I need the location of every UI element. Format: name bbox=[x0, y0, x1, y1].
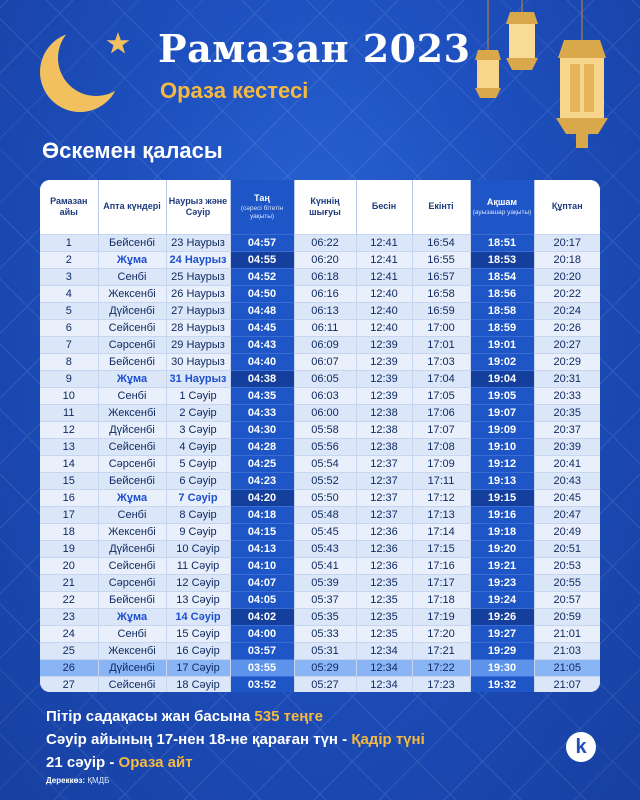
cell-suhoor: 04:45 bbox=[230, 320, 294, 337]
cell-weekday: Жексенбі bbox=[98, 524, 166, 541]
cell-ramadan-day: 27 bbox=[40, 677, 98, 693]
cell-isha: 21:05 bbox=[534, 660, 600, 677]
cell-suhoor: 04:05 bbox=[230, 592, 294, 609]
cell-suhoor: 04:25 bbox=[230, 456, 294, 473]
cell-asr: 17:23 bbox=[412, 677, 470, 693]
schedule-table bbox=[40, 180, 600, 692]
fitr-charity-line: Пітір садақасы жан басына 535 теңге bbox=[46, 708, 323, 725]
cell-isha: 20:24 bbox=[534, 303, 600, 320]
cell-weekday: Жұма bbox=[98, 609, 166, 626]
table-row bbox=[40, 626, 600, 643]
cell-dhuhr: 12:35 bbox=[356, 575, 412, 592]
table-body bbox=[40, 235, 600, 693]
cell-weekday: Бейсенбі bbox=[98, 235, 166, 252]
cell-isha: 20:43 bbox=[534, 473, 600, 490]
cell-iftar: 19:29 bbox=[470, 643, 534, 660]
cell-iftar: 19:20 bbox=[470, 541, 534, 558]
cell-asr: 17:20 bbox=[412, 626, 470, 643]
cell-asr: 17:00 bbox=[412, 320, 470, 337]
page-subtitle: Ораза кестесі bbox=[160, 78, 309, 103]
cell-sunrise: 06:20 bbox=[294, 252, 356, 269]
cell-ramadan-day: 6 bbox=[40, 320, 98, 337]
cell-dhuhr: 12:40 bbox=[356, 286, 412, 303]
cell-sunrise: 05:52 bbox=[294, 473, 356, 490]
cell-asr: 16:55 bbox=[412, 252, 470, 269]
source-note: Дереккөз: ҚМДБ bbox=[46, 776, 110, 785]
cell-sunrise: 05:56 bbox=[294, 439, 356, 456]
cell-date: 11 Сәуір bbox=[166, 558, 230, 575]
cell-dhuhr: 12:37 bbox=[356, 473, 412, 490]
table-row bbox=[40, 337, 600, 354]
cell-asr: 17:08 bbox=[412, 439, 470, 456]
cell-ramadan-day: 18 bbox=[40, 524, 98, 541]
table-row bbox=[40, 422, 600, 439]
crescent-moon-icon bbox=[34, 22, 134, 122]
cell-ramadan-day: 22 bbox=[40, 592, 98, 609]
cell-asr: 17:07 bbox=[412, 422, 470, 439]
cell-date: 28 Наурыз bbox=[166, 320, 230, 337]
cell-dhuhr: 12:36 bbox=[356, 558, 412, 575]
cell-dhuhr: 12:41 bbox=[356, 269, 412, 286]
cell-isha: 21:03 bbox=[534, 643, 600, 660]
cell-sunrise: 06:00 bbox=[294, 405, 356, 422]
cell-sunrise: 05:41 bbox=[294, 558, 356, 575]
cell-suhoor: 04:50 bbox=[230, 286, 294, 303]
cell-ramadan-day: 1 bbox=[40, 235, 98, 252]
cell-asr: 17:21 bbox=[412, 643, 470, 660]
cell-dhuhr: 12:40 bbox=[356, 320, 412, 337]
cell-dhuhr: 12:40 bbox=[356, 303, 412, 320]
cell-date: 15 Сәуір bbox=[166, 626, 230, 643]
cell-date: 4 Сәуір bbox=[166, 439, 230, 456]
cell-date: 29 Наурыз bbox=[166, 337, 230, 354]
cell-iftar: 19:21 bbox=[470, 558, 534, 575]
cell-weekday: Сәрсенбі bbox=[98, 575, 166, 592]
cell-asr: 17:09 bbox=[412, 456, 470, 473]
cell-date: 31 Наурыз bbox=[166, 371, 230, 388]
cell-isha: 20:45 bbox=[534, 490, 600, 507]
table-row bbox=[40, 524, 600, 541]
table-row bbox=[40, 677, 600, 693]
cell-dhuhr: 12:39 bbox=[356, 354, 412, 371]
cell-iftar: 19:23 bbox=[470, 575, 534, 592]
cell-sunrise: 05:48 bbox=[294, 507, 356, 524]
cell-iftar: 19:24 bbox=[470, 592, 534, 609]
cell-weekday: Сенбі bbox=[98, 626, 166, 643]
cell-date: 12 Сәуір bbox=[166, 575, 230, 592]
cell-iftar: 19:12 bbox=[470, 456, 534, 473]
header-dhuhr: Бесін bbox=[356, 180, 412, 235]
cell-iftar: 19:30 bbox=[470, 660, 534, 677]
cell-isha: 20:31 bbox=[534, 371, 600, 388]
cell-date: 5 Сәуір bbox=[166, 456, 230, 473]
cell-dhuhr: 12:41 bbox=[356, 235, 412, 252]
table-header-row bbox=[40, 180, 600, 235]
cell-dhuhr: 12:35 bbox=[356, 626, 412, 643]
cell-weekday: Сенбі bbox=[98, 269, 166, 286]
cell-asr: 16:54 bbox=[412, 235, 470, 252]
cell-weekday: Сәрсенбі bbox=[98, 337, 166, 354]
cell-dhuhr: 12:34 bbox=[356, 643, 412, 660]
cell-isha: 20:26 bbox=[534, 320, 600, 337]
cell-weekday: Сейсенбі bbox=[98, 558, 166, 575]
cell-asr: 16:58 bbox=[412, 286, 470, 303]
cell-sunrise: 06:22 bbox=[294, 235, 356, 252]
cell-sunrise: 06:07 bbox=[294, 354, 356, 371]
cell-iftar: 19:27 bbox=[470, 626, 534, 643]
cell-asr: 17:15 bbox=[412, 541, 470, 558]
cell-suhoor: 03:52 bbox=[230, 677, 294, 693]
table-row bbox=[40, 473, 600, 490]
cell-dhuhr: 12:39 bbox=[356, 371, 412, 388]
table-row bbox=[40, 456, 600, 473]
cell-ramadan-day: 9 bbox=[40, 371, 98, 388]
cell-weekday: Жексенбі bbox=[98, 286, 166, 303]
cell-dhuhr: 12:38 bbox=[356, 405, 412, 422]
cell-dhuhr: 12:37 bbox=[356, 507, 412, 524]
cell-isha: 20:49 bbox=[534, 524, 600, 541]
cell-isha: 20:55 bbox=[534, 575, 600, 592]
cell-isha: 20:41 bbox=[534, 456, 600, 473]
table-row bbox=[40, 269, 600, 286]
cell-isha: 20:59 bbox=[534, 609, 600, 626]
cell-suhoor: 04:00 bbox=[230, 626, 294, 643]
cell-ramadan-day: 24 bbox=[40, 626, 98, 643]
table-row bbox=[40, 286, 600, 303]
cell-dhuhr: 12:39 bbox=[356, 337, 412, 354]
cell-dhuhr: 12:38 bbox=[356, 439, 412, 456]
header-isha: Құптан bbox=[534, 180, 600, 235]
header-sunrise: Күннің шығуы bbox=[294, 180, 356, 235]
cell-suhoor: 04:57 bbox=[230, 235, 294, 252]
table-row bbox=[40, 320, 600, 337]
cell-dhuhr: 12:34 bbox=[356, 677, 412, 693]
cell-sunrise: 05:37 bbox=[294, 592, 356, 609]
cell-asr: 17:05 bbox=[412, 388, 470, 405]
brand-logo: k bbox=[566, 732, 596, 762]
cell-sunrise: 05:43 bbox=[294, 541, 356, 558]
cell-isha: 20:51 bbox=[534, 541, 600, 558]
cell-weekday: Бейсенбі bbox=[98, 473, 166, 490]
cell-ramadan-day: 26 bbox=[40, 660, 98, 677]
cell-ramadan-day: 14 bbox=[40, 456, 98, 473]
cell-suhoor: 04:48 bbox=[230, 303, 294, 320]
lantern-icon bbox=[470, 0, 640, 170]
cell-date: 9 Сәуір bbox=[166, 524, 230, 541]
cell-weekday: Бейсенбі bbox=[98, 592, 166, 609]
cell-weekday: Сейсенбі bbox=[98, 677, 166, 693]
table-row bbox=[40, 609, 600, 626]
cell-ramadan-day: 10 bbox=[40, 388, 98, 405]
cell-ramadan-day: 7 bbox=[40, 337, 98, 354]
cell-suhoor: 04:30 bbox=[230, 422, 294, 439]
header-weekday: Апта күндері bbox=[98, 180, 166, 235]
cell-iftar: 18:58 bbox=[470, 303, 534, 320]
cell-iftar: 18:59 bbox=[470, 320, 534, 337]
cell-suhoor: 04:28 bbox=[230, 439, 294, 456]
cell-asr: 16:57 bbox=[412, 269, 470, 286]
cell-date: 8 Сәуір bbox=[166, 507, 230, 524]
cell-dhuhr: 12:39 bbox=[356, 388, 412, 405]
cell-sunrise: 05:33 bbox=[294, 626, 356, 643]
cell-iftar: 19:13 bbox=[470, 473, 534, 490]
cell-weekday: Жұма bbox=[98, 371, 166, 388]
qadr-night-line: Сәуір айының 17-нен 18-не қараған түн - Қадір түні bbox=[46, 731, 425, 748]
cell-isha: 20:27 bbox=[534, 337, 600, 354]
header-date: Наурыз және Сәуір bbox=[166, 180, 230, 235]
cell-date: 3 Сәуір bbox=[166, 422, 230, 439]
cell-dhuhr: 12:37 bbox=[356, 456, 412, 473]
cell-weekday: Дүйсенбі bbox=[98, 422, 166, 439]
cell-iftar: 18:54 bbox=[470, 269, 534, 286]
cell-suhoor: 04:13 bbox=[230, 541, 294, 558]
table-row bbox=[40, 490, 600, 507]
cell-ramadan-day: 8 bbox=[40, 354, 98, 371]
cell-iftar: 19:18 bbox=[470, 524, 534, 541]
cell-iftar: 19:01 bbox=[470, 337, 534, 354]
cell-isha: 20:22 bbox=[534, 286, 600, 303]
cell-dhuhr: 12:41 bbox=[356, 252, 412, 269]
cell-sunrise: 05:50 bbox=[294, 490, 356, 507]
cell-weekday: Жұма bbox=[98, 490, 166, 507]
cell-asr: 17:17 bbox=[412, 575, 470, 592]
cell-iftar: 19:16 bbox=[470, 507, 534, 524]
cell-sunrise: 05:27 bbox=[294, 677, 356, 693]
cell-suhoor: 04:23 bbox=[230, 473, 294, 490]
cell-iftar: 19:15 bbox=[470, 490, 534, 507]
table-row bbox=[40, 252, 600, 269]
header-ramadan-day: Рамазан айы bbox=[40, 180, 98, 235]
cell-sunrise: 05:58 bbox=[294, 422, 356, 439]
cell-sunrise: 06:03 bbox=[294, 388, 356, 405]
cell-asr: 17:13 bbox=[412, 507, 470, 524]
cell-weekday: Жексенбі bbox=[98, 405, 166, 422]
cell-isha: 20:39 bbox=[534, 439, 600, 456]
cell-asr: 17:22 bbox=[412, 660, 470, 677]
cell-sunrise: 05:39 bbox=[294, 575, 356, 592]
cell-sunrise: 06:09 bbox=[294, 337, 356, 354]
table-row bbox=[40, 235, 600, 252]
cell-suhoor: 04:10 bbox=[230, 558, 294, 575]
cell-sunrise: 05:35 bbox=[294, 609, 356, 626]
cell-ramadan-day: 15 bbox=[40, 473, 98, 490]
cell-sunrise: 06:05 bbox=[294, 371, 356, 388]
cell-weekday: Жексенбі bbox=[98, 643, 166, 660]
cell-ramadan-day: 2 bbox=[40, 252, 98, 269]
cell-suhoor: 04:15 bbox=[230, 524, 294, 541]
cell-iftar: 18:53 bbox=[470, 252, 534, 269]
cell-weekday: Сейсенбі bbox=[98, 439, 166, 456]
table-row bbox=[40, 507, 600, 524]
cell-weekday: Сәрсенбі bbox=[98, 456, 166, 473]
cell-date: 26 Наурыз bbox=[166, 286, 230, 303]
table-row bbox=[40, 388, 600, 405]
cell-isha: 20:53 bbox=[534, 558, 600, 575]
cell-date: 30 Наурыз bbox=[166, 354, 230, 371]
cell-ramadan-day: 25 bbox=[40, 643, 98, 660]
cell-sunrise: 06:16 bbox=[294, 286, 356, 303]
cell-isha: 20:20 bbox=[534, 269, 600, 286]
header-asr: Екінті bbox=[412, 180, 470, 235]
cell-weekday: Дүйсенбі bbox=[98, 303, 166, 320]
cell-date: 6 Сәуір bbox=[166, 473, 230, 490]
table-row bbox=[40, 303, 600, 320]
cell-iftar: 19:05 bbox=[470, 388, 534, 405]
cell-iftar: 18:56 bbox=[470, 286, 534, 303]
cell-ramadan-day: 16 bbox=[40, 490, 98, 507]
cell-suhoor: 04:02 bbox=[230, 609, 294, 626]
cell-iftar: 18:51 bbox=[470, 235, 534, 252]
cell-asr: 17:14 bbox=[412, 524, 470, 541]
table-row bbox=[40, 439, 600, 456]
cell-sunrise: 06:11 bbox=[294, 320, 356, 337]
table-row bbox=[40, 558, 600, 575]
cell-weekday: Сейсенбі bbox=[98, 320, 166, 337]
cell-isha: 21:01 bbox=[534, 626, 600, 643]
cell-sunrise: 05:54 bbox=[294, 456, 356, 473]
cell-isha: 21:07 bbox=[534, 677, 600, 693]
cell-suhoor: 04:33 bbox=[230, 405, 294, 422]
cell-dhuhr: 12:36 bbox=[356, 541, 412, 558]
table-row bbox=[40, 371, 600, 388]
cell-weekday: Дүйсенбі bbox=[98, 660, 166, 677]
cell-ramadan-day: 3 bbox=[40, 269, 98, 286]
cell-weekday: Дүйсенбі bbox=[98, 541, 166, 558]
cell-date: 25 Наурыз bbox=[166, 269, 230, 286]
cell-ramadan-day: 20 bbox=[40, 558, 98, 575]
cell-date: 27 Наурыз bbox=[166, 303, 230, 320]
cell-asr: 17:11 bbox=[412, 473, 470, 490]
cell-date: 17 Сәуір bbox=[166, 660, 230, 677]
cell-ramadan-day: 19 bbox=[40, 541, 98, 558]
cell-date: 24 Наурыз bbox=[166, 252, 230, 269]
cell-suhoor: 04:35 bbox=[230, 388, 294, 405]
cell-ramadan-day: 12 bbox=[40, 422, 98, 439]
cell-iftar: 19:09 bbox=[470, 422, 534, 439]
cell-dhuhr: 12:38 bbox=[356, 422, 412, 439]
cell-date: 13 Сәуір bbox=[166, 592, 230, 609]
cell-weekday: Бейсенбі bbox=[98, 354, 166, 371]
page-title: Рамазан 2023 bbox=[158, 26, 471, 71]
cell-iftar: 19:02 bbox=[470, 354, 534, 371]
cell-asr: 17:12 bbox=[412, 490, 470, 507]
cell-date: 16 Сәуір bbox=[166, 643, 230, 660]
cell-asr: 17:01 bbox=[412, 337, 470, 354]
cell-suhoor: 04:18 bbox=[230, 507, 294, 524]
table-row bbox=[40, 541, 600, 558]
cell-ramadan-day: 5 bbox=[40, 303, 98, 320]
cell-suhoor: 03:55 bbox=[230, 660, 294, 677]
cell-asr: 17:06 bbox=[412, 405, 470, 422]
cell-dhuhr: 12:37 bbox=[356, 490, 412, 507]
cell-dhuhr: 12:36 bbox=[356, 524, 412, 541]
cell-weekday: Сенбі bbox=[98, 388, 166, 405]
cell-isha: 20:47 bbox=[534, 507, 600, 524]
cell-iftar: 19:26 bbox=[470, 609, 534, 626]
cell-asr: 17:03 bbox=[412, 354, 470, 371]
cell-date: 1 Сәуір bbox=[166, 388, 230, 405]
table-row bbox=[40, 405, 600, 422]
cell-date: 18 Сәуір bbox=[166, 677, 230, 693]
cell-sunrise: 06:18 bbox=[294, 269, 356, 286]
table-row bbox=[40, 643, 600, 660]
cell-ramadan-day: 4 bbox=[40, 286, 98, 303]
header-iftar: Ақшам (ауызашар уақыты) bbox=[470, 180, 534, 235]
table-row bbox=[40, 575, 600, 592]
cell-suhoor: 04:07 bbox=[230, 575, 294, 592]
cell-isha: 20:37 bbox=[534, 422, 600, 439]
cell-suhoor: 04:43 bbox=[230, 337, 294, 354]
cell-date: 10 Сәуір bbox=[166, 541, 230, 558]
cell-dhuhr: 12:35 bbox=[356, 609, 412, 626]
cell-dhuhr: 12:34 bbox=[356, 660, 412, 677]
cell-isha: 20:29 bbox=[534, 354, 600, 371]
cell-asr: 17:18 bbox=[412, 592, 470, 609]
table-row bbox=[40, 354, 600, 371]
cell-date: 14 Сәуір bbox=[166, 609, 230, 626]
cell-sunrise: 05:45 bbox=[294, 524, 356, 541]
cell-asr: 17:04 bbox=[412, 371, 470, 388]
cell-suhoor: 04:38 bbox=[230, 371, 294, 388]
cell-ramadan-day: 23 bbox=[40, 609, 98, 626]
cell-suhoor: 04:20 bbox=[230, 490, 294, 507]
cell-isha: 20:57 bbox=[534, 592, 600, 609]
cell-asr: 17:19 bbox=[412, 609, 470, 626]
cell-sunrise: 06:13 bbox=[294, 303, 356, 320]
eid-line: 21 сәуір - Ораза айт bbox=[46, 754, 193, 771]
cell-isha: 20:33 bbox=[534, 388, 600, 405]
cell-weekday: Жұма bbox=[98, 252, 166, 269]
cell-ramadan-day: 21 bbox=[40, 575, 98, 592]
cell-sunrise: 05:29 bbox=[294, 660, 356, 677]
cell-asr: 17:16 bbox=[412, 558, 470, 575]
cell-ramadan-day: 17 bbox=[40, 507, 98, 524]
table-row bbox=[40, 592, 600, 609]
cell-ramadan-day: 13 bbox=[40, 439, 98, 456]
cell-suhoor: 03:57 bbox=[230, 643, 294, 660]
cell-suhoor: 04:55 bbox=[230, 252, 294, 269]
cell-isha: 20:17 bbox=[534, 235, 600, 252]
cell-date: 23 Наурыз bbox=[166, 235, 230, 252]
cell-iftar: 19:32 bbox=[470, 677, 534, 693]
cell-date: 2 Сәуір bbox=[166, 405, 230, 422]
city-heading: Өскемен қаласы bbox=[42, 138, 223, 163]
cell-suhoor: 04:40 bbox=[230, 354, 294, 371]
cell-date: 7 Сәуір bbox=[166, 490, 230, 507]
cell-iftar: 19:07 bbox=[470, 405, 534, 422]
cell-weekday: Сенбі bbox=[98, 507, 166, 524]
cell-dhuhr: 12:35 bbox=[356, 592, 412, 609]
table-row bbox=[40, 660, 600, 677]
header-suhoor: Таң (сәресі бітетін уақыты) bbox=[230, 180, 294, 235]
cell-iftar: 19:10 bbox=[470, 439, 534, 456]
cell-suhoor: 04:52 bbox=[230, 269, 294, 286]
cell-asr: 16:59 bbox=[412, 303, 470, 320]
cell-ramadan-day: 11 bbox=[40, 405, 98, 422]
cell-isha: 20:18 bbox=[534, 252, 600, 269]
cell-isha: 20:35 bbox=[534, 405, 600, 422]
cell-sunrise: 05:31 bbox=[294, 643, 356, 660]
cell-iftar: 19:04 bbox=[470, 371, 534, 388]
